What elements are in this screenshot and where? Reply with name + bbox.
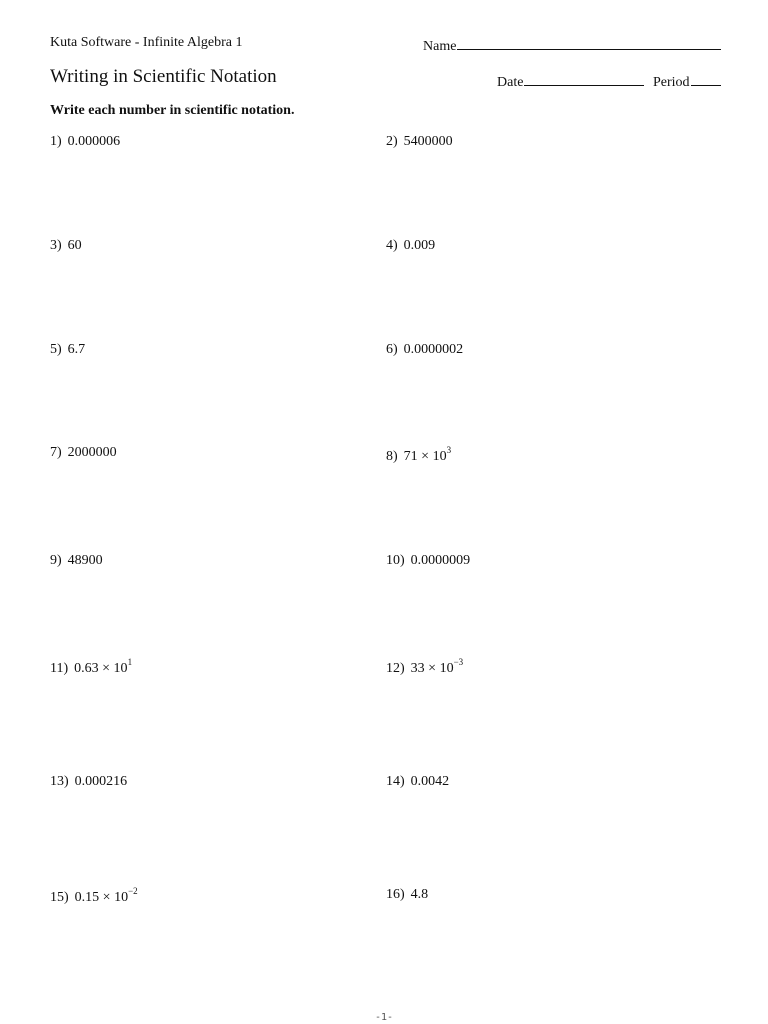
problem-7 xyxy=(50,445,117,461)
problem-10 xyxy=(386,553,470,569)
problem-number: 2) xyxy=(386,134,398,149)
problem-expression: 48900 xyxy=(67,553,103,568)
problem-number: 6) xyxy=(386,342,398,357)
problem-exponent: −2 xyxy=(128,886,138,897)
problem-number: 16) xyxy=(386,887,405,902)
problem-number: 5) xyxy=(50,342,62,357)
problem-expression: 60 xyxy=(67,238,82,253)
problem-exponent: 1 xyxy=(127,657,133,668)
problem-number: 7) xyxy=(50,445,62,460)
problem-number: 3) xyxy=(50,238,62,253)
date-label: Date xyxy=(497,75,524,90)
problem-expression: 6.7 xyxy=(67,342,86,357)
problem-number: 11) xyxy=(50,661,69,676)
problem-13 xyxy=(50,774,127,790)
problem-expression: 2000000 xyxy=(67,445,117,460)
problem-12 xyxy=(386,657,464,677)
instructions: Write each number in scientific notation. xyxy=(50,103,295,118)
worksheet-source: Kuta Software - Infinite Algebra 1 xyxy=(50,35,243,50)
problem-expression: 5400000 xyxy=(403,134,453,149)
period-line[interactable] xyxy=(691,71,721,86)
problem-number: 9) xyxy=(50,553,62,568)
problem-exponent: −3 xyxy=(453,657,464,668)
problem-number: 1) xyxy=(50,134,62,149)
name-label: Name xyxy=(423,39,457,54)
problem-14 xyxy=(386,774,449,790)
date-line[interactable] xyxy=(524,71,644,86)
problem-6 xyxy=(386,342,463,358)
date-field[interactable] xyxy=(497,71,644,91)
problem-expression: 71 × 10 xyxy=(403,449,447,464)
name-line[interactable] xyxy=(457,35,721,50)
problem-expression: 33 × 10 xyxy=(410,661,454,676)
problem-exponent: 3 xyxy=(446,445,452,456)
problem-1 xyxy=(50,134,120,150)
problem-expression: 4.8 xyxy=(410,887,429,902)
problem-expression: 0.000006 xyxy=(67,134,121,149)
problem-expression: 0.0042 xyxy=(410,774,450,789)
problem-3 xyxy=(50,238,82,254)
problem-expression: 0.63 × 10 xyxy=(74,661,128,676)
worksheet-title: Writing in Scientific Notation xyxy=(50,66,277,87)
period-field[interactable] xyxy=(653,71,721,91)
name-field[interactable] xyxy=(423,35,721,55)
page-number: -1- xyxy=(374,1012,394,1023)
period-label: Period xyxy=(653,75,690,90)
problem-number: 10) xyxy=(386,553,405,568)
problem-expression: 0.0000002 xyxy=(403,342,464,357)
problem-number: 13) xyxy=(50,774,69,789)
problem-5 xyxy=(50,342,85,358)
problem-8 xyxy=(386,445,452,465)
problem-2 xyxy=(386,134,453,150)
problem-expression: 0.0000009 xyxy=(410,553,471,568)
problem-4 xyxy=(386,238,435,254)
problem-16 xyxy=(386,887,428,903)
problem-11 xyxy=(50,657,133,677)
problem-expression: 0.000216 xyxy=(74,774,128,789)
problem-number: 12) xyxy=(386,661,405,676)
problem-expression: 0.009 xyxy=(403,238,436,253)
problem-number: 14) xyxy=(386,774,405,789)
problem-expression: 0.15 × 10 xyxy=(74,890,129,905)
problem-9 xyxy=(50,553,103,569)
problem-number: 15) xyxy=(50,890,69,905)
problem-number: 4) xyxy=(386,238,398,253)
problem-15 xyxy=(50,886,138,906)
problem-number: 8) xyxy=(386,449,398,464)
